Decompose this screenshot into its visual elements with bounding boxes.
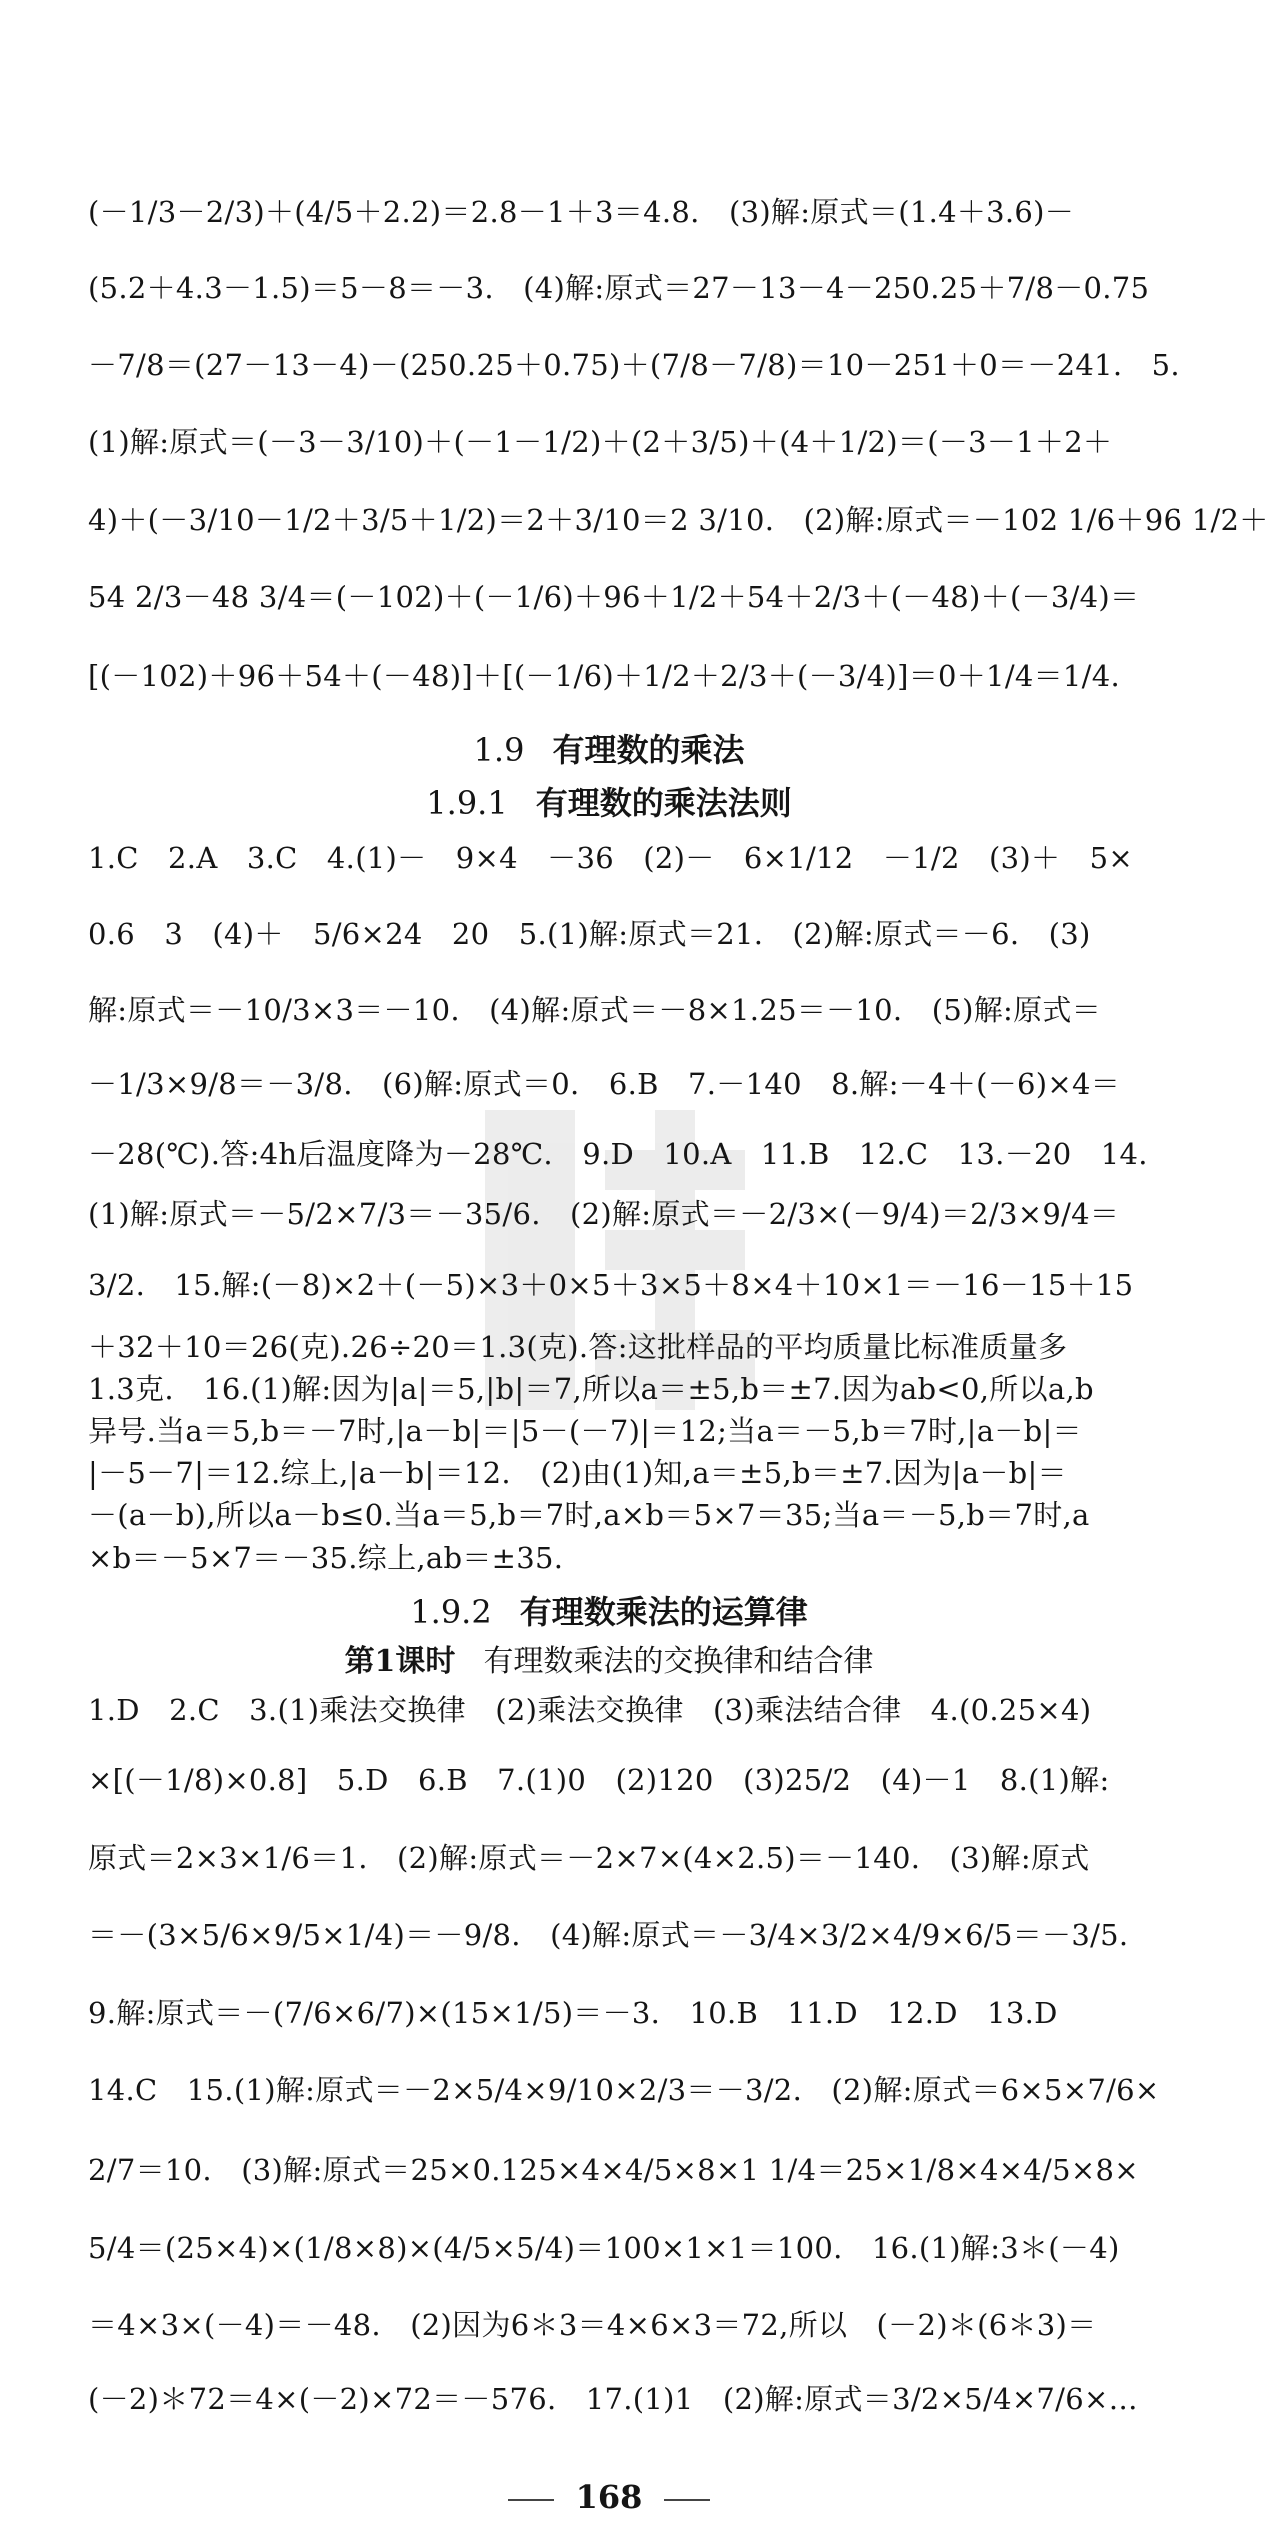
subsection-heading [0, 781, 1218, 825]
text-line: (－2)＊72＝4×(－2)×72＝－576. 17.(1)1 (2)解:原式＝3/2×5/4×7/6×… [88, 2382, 1138, 2416]
text-line: 14.C 15.(1)解:原式＝－2×5/4×9/10×2/3＝－3/2. (2)解:原式＝6×5×7/6× [88, 2073, 1160, 2107]
text-line: (1)解:原式＝(－3－3/10)＋(－1－1/2)＋(2＋3/5)＋(4＋1/2)＝(－3－1＋2＋ [88, 425, 1113, 459]
section-number: 1.9 [473, 731, 525, 769]
text-line: |－5－7|＝12.综上,|a－b|＝12. (2)由(1)知,a＝±5,b＝±7.因为|a－b|＝ [88, 1456, 1067, 1490]
text-line: (1)解:原式＝－5/2×7/3＝－35/6. (2)解:原式＝－2/3×(－9/4)＝2/3×9/4＝ [88, 1197, 1120, 1231]
text-line: [(－102)＋96＋54＋(－48)]＋[(－1/6)＋1/2＋2/3＋(－3/4)]＝0＋1/4＝1/4. [88, 659, 1121, 693]
lesson-title: 有理数乘法的交换律和结合律 [483, 1644, 874, 1679]
section-heading [0, 728, 1218, 772]
text-line: 1.3克. 16.(1)解:因为|a|＝5,|b|＝7,所以a＝±5,b＝±7.因为ab<0,所以a,b [88, 1372, 1094, 1406]
page-number-value: 168 [575, 2478, 643, 2516]
text-line: －1/3×9/8＝－3/8. (6)解:原式＝0. 6.B 7.－140 8.解:－4＋(－6)×4＝ [88, 1067, 1121, 1101]
text-line: 5/4＝(25×4)×(1/8×8)×(4/5×5/4)＝100×1×1＝100. 16.(1)解:3＊(－4) [88, 2231, 1120, 2265]
page-number [0, 2478, 1218, 2516]
subsection-number: 1.9.2 [410, 1593, 492, 1631]
text-line: 1.D 2.C 3.(1)乘法交换律 (2)乘法交换律 (3)乘法结合律 4.(0.25×4) [88, 1693, 1092, 1727]
text-line: 原式＝2×3×1/6＝1. (2)解:原式＝－2×7×(4×2.5)＝－140. (3)解:原式 [88, 1841, 1090, 1875]
text-line: ×[(－1/8)×0.8] 5.D 6.B 7.(1)0 (2)120 (3)25/2 (4)－1 8.(1)解: [88, 1763, 1110, 1797]
subsection-title: 有理数的乘法法则 [535, 784, 792, 822]
text-line: 54 2/3－48 3/4＝(－102)＋(－1/6)＋96＋1/2＋54＋2/3＋(－48)＋(－3/4)＝ [88, 580, 1140, 614]
lesson-number: 第1课时 [344, 1644, 456, 1679]
text-line: －7/8＝(27－13－4)－(250.25＋0.75)＋(7/8－7/8)＝10－251＋0＝－241. 5. [88, 348, 1180, 382]
subsection-title: 有理数乘法的运算律 [519, 1593, 808, 1631]
text-line: 异号.当a＝5,b＝－7时,|a－b|＝|5－(－7)|＝12;当a＝－5,b＝7时,|a－b|＝ [88, 1414, 1082, 1448]
text-line: 9.解:原式＝－(7/6×6/7)×(15×1/5)＝－3. 10.B 11.D 12.D 13.D [88, 1996, 1058, 2030]
subsection-number: 1.9.1 [426, 784, 508, 822]
text-line: ＝4×3×(－4)＝－48. (2)因为6＊3＝4×6×3＝72,所以 (－2)＊(6＊3)＝ [88, 2308, 1097, 2342]
text-line: 解:原式＝－10/3×3＝－10. (4)解:原式＝－8×1.25＝－10. (5)解:原式＝ [88, 993, 1102, 1027]
text-line: ＝－(3×5/6×9/5×1/4)＝－9/8. (4)解:原式＝－3/4×3/2×4/9×6/5＝－3/5. [88, 1918, 1129, 1952]
page-number-dash-left [508, 2499, 554, 2501]
text-line: 0.6 3 (4)＋ 5/6×24 20 5.(1)解:原式＝21. (2)解:原式＝－6. (3) [88, 917, 1091, 951]
text-line: 3/2. 15.解:(－8)×2＋(－5)×3＋0×5＋3×5＋8×4＋10×1＝－16－15＋15 [88, 1268, 1134, 1302]
lesson-heading [0, 1640, 1218, 1684]
text-line: (－1/3－2/3)＋(4/5＋2.2)＝2.8－1＋3＝4.8. (3)解:原式＝(1.4＋3.6)－ [88, 195, 1075, 229]
text-line: －(a－b),所以a－b≤0.当a＝5,b＝7时,a×b＝5×7＝35;当a＝－5,b＝7时,a [88, 1498, 1090, 1532]
text-line: ＋32＋10＝26(克).26÷20＝1.3(克).答:这批样品的平均质量比标准质量多 [88, 1330, 1068, 1364]
text-line: －28(℃).答:4h后温度降为－28℃. 9.D 10.A 11.B 12.C 13.－20 14. [88, 1137, 1148, 1171]
section-title: 有理数的乘法 [552, 731, 745, 769]
text-line: 1.C 2.A 3.C 4.(1)－ 9×4 －36 (2)－ 6×1/12 －1/2 (3)＋ 5× [88, 841, 1133, 875]
page-number-dash-right [664, 2499, 710, 2501]
text-line: 2/7＝10. (3)解:原式＝25×0.125×4×4/5×8×1 1/4＝25×1/8×4×4/5×8× [88, 2153, 1139, 2187]
text-line: (5.2＋4.3－1.5)＝5－8＝－3. (4)解:原式＝27－13－4－250.25＋7/8－0.75 [88, 271, 1150, 305]
subsection-heading [0, 1590, 1218, 1634]
text-line: 4)＋(－3/10－1/2＋3/5＋1/2)＝2＋3/10＝2 3/10. (2)解:原式＝－102 1/6＋96 1/2＋ [88, 503, 1269, 537]
text-line: ×b＝－5×7＝－35.综上,ab＝±35. [88, 1541, 564, 1575]
